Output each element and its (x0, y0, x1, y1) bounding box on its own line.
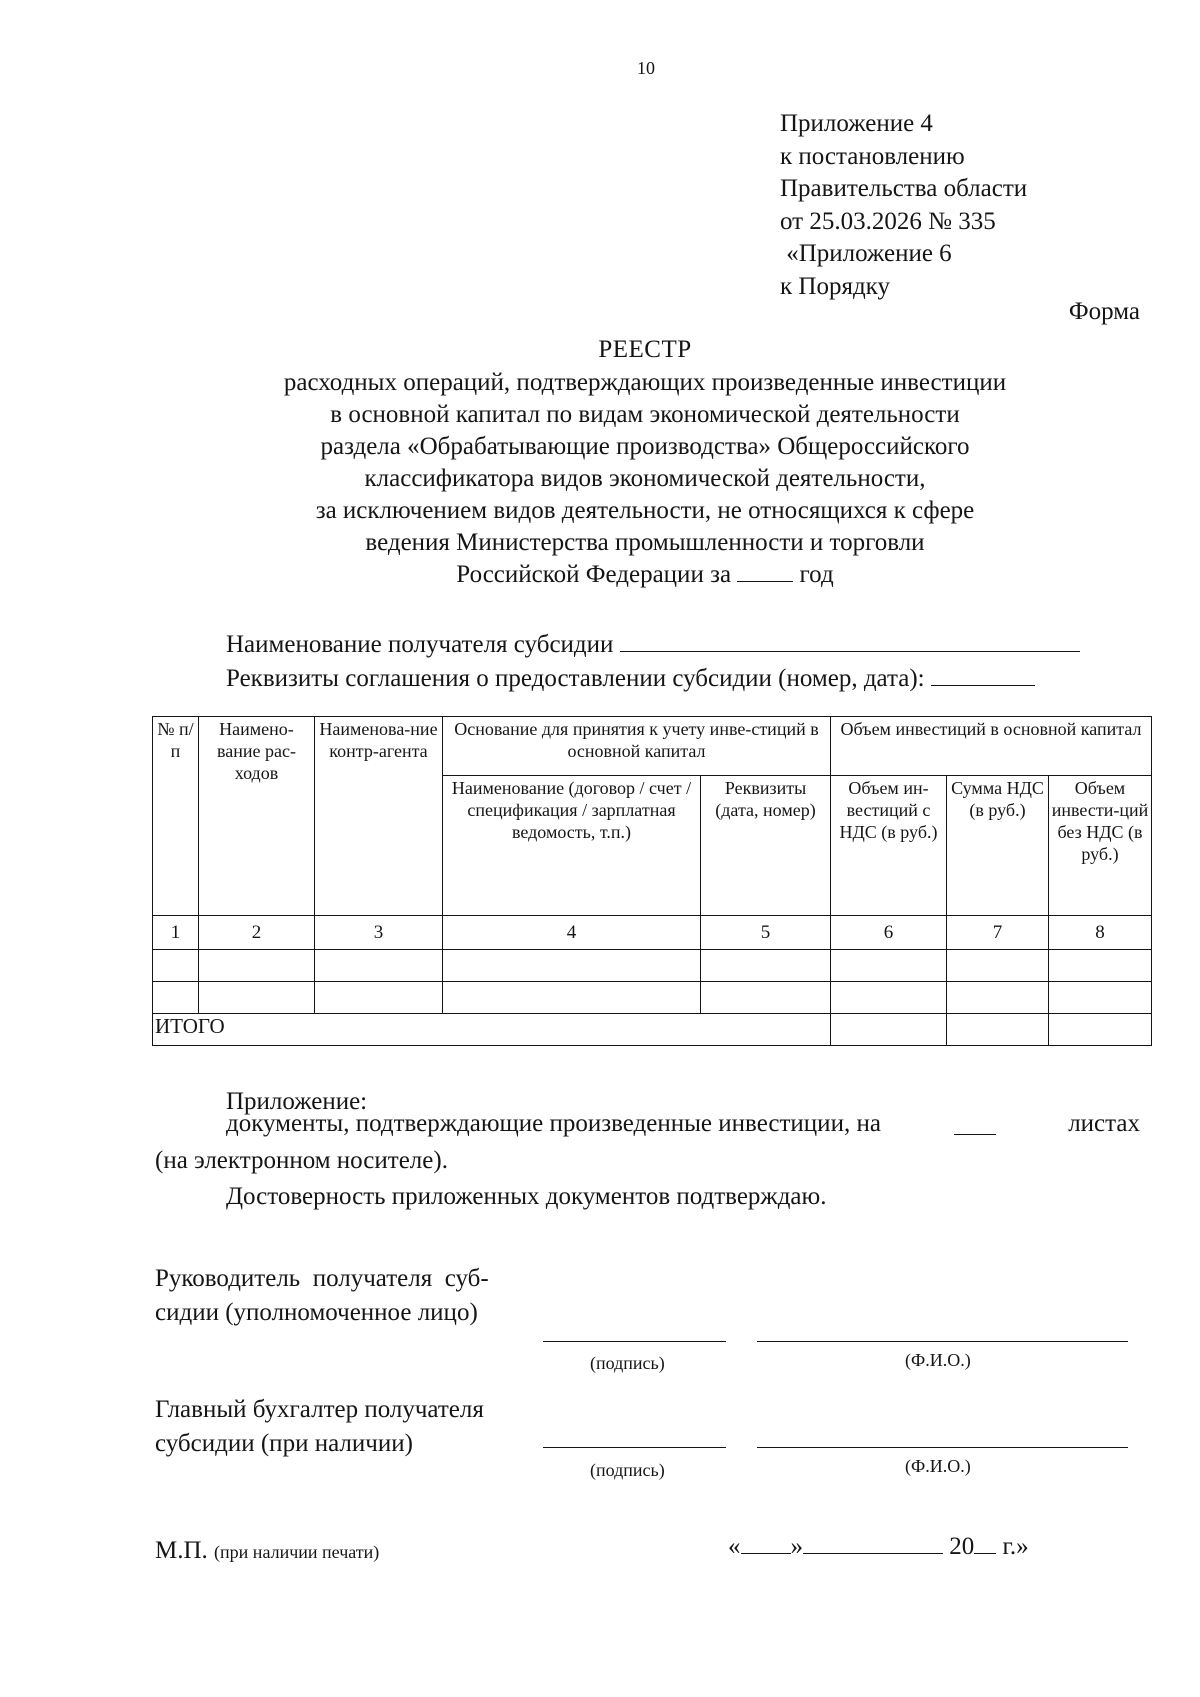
column-number: 8 (1049, 916, 1152, 950)
agreement-row (226, 662, 1080, 696)
year-blank-field[interactable] (737, 559, 793, 582)
agreement-label: Реквизиты соглашения о предоставлении субсидии (номер, дата): (226, 665, 925, 692)
recipient-name-label: Наименование получателя субсидии (226, 631, 614, 658)
head-signature-line[interactable] (543, 1341, 726, 1342)
appendix-line: «Приложение 6 (780, 240, 952, 267)
recipient-block (226, 628, 1080, 696)
table-cell[interactable] (1049, 982, 1152, 1014)
year-prefix: 20 (949, 1533, 975, 1560)
date-open-quote: « (728, 1533, 741, 1560)
month-field[interactable] (803, 1531, 943, 1554)
table-cell[interactable] (443, 950, 701, 982)
accountant-name-line[interactable] (757, 1447, 1128, 1448)
agreement-field[interactable] (931, 663, 1035, 686)
subtitle-line: классификатора видов экономической деятельности, (364, 465, 926, 492)
registry-table (152, 716, 1152, 1046)
column-number: 1 (153, 916, 199, 950)
subtitle-line: расходных операций, подтверждающих произведенные инвестиции (283, 369, 1007, 396)
page-number: 10 (637, 58, 655, 78)
accountant-name-caption: (Ф.И.О.) (905, 1456, 971, 1476)
column-number: 6 (831, 916, 947, 950)
total-with-vat-cell[interactable] (831, 1014, 947, 1046)
table-cell[interactable] (947, 950, 1049, 982)
attachment-line (226, 1110, 1140, 1138)
table-row (153, 950, 1152, 982)
table-cell[interactable] (199, 950, 315, 982)
head-signer-label (155, 1262, 489, 1330)
table-cell[interactable] (443, 982, 701, 1014)
date-line (728, 1531, 1029, 1561)
header-requisites: Реквизиты (дата, номер) (701, 776, 831, 916)
attachment-confirm: Достоверность приложенных документов подтверждаю. (226, 1183, 827, 1210)
total-label: ИТОГО (153, 1014, 831, 1046)
attachment-line-prefix: документы, подтверждающие произведенные инвестиции, на (226, 1110, 881, 1137)
header-without-vat: Объем инвести-ций без НДС (в руб.) (1049, 776, 1152, 916)
year-field[interactable] (974, 1531, 996, 1554)
accountant-signer-label (155, 1393, 484, 1461)
header-volume-group: Объем инвестиций в основной капитал (831, 717, 1152, 776)
appendix-line: Правительства области (780, 175, 1028, 202)
subtitle-line: раздела «Обрабатывающие производства» Общероссийского (320, 433, 970, 460)
document-title: РЕЕСТР (598, 336, 692, 363)
subtitle-line: ведения Министерства промышленности и торговли (365, 529, 925, 556)
table-cell[interactable] (315, 950, 443, 982)
form-label: Форма (1068, 298, 1140, 325)
accountant-signature-line[interactable] (543, 1447, 726, 1448)
accountant-signer-line: Главный бухгалтер получателя (155, 1396, 484, 1423)
sheets-count-field[interactable] (954, 1110, 996, 1135)
header-doc-name: Наименование (договор / счет / спецификация / зарплатная ведомость, т.п.) (443, 776, 701, 916)
table-cell[interactable] (701, 950, 831, 982)
stamp-note: (при наличии печати) (214, 1542, 380, 1562)
accountant-signature-caption: (подпись) (590, 1460, 665, 1480)
column-number: 3 (315, 916, 443, 950)
head-name-caption: (Ф.И.О.) (905, 1350, 971, 1370)
day-field[interactable] (741, 1531, 791, 1554)
head-signer-line: Руководитель получателя суб- (155, 1265, 489, 1292)
attachment-line-suffix: листах (1068, 1110, 1140, 1137)
subtitle-line: за исключением видов деятельности, не относящихся к сфере (315, 497, 975, 524)
recipient-name-field[interactable] (620, 629, 1080, 652)
table-cell[interactable] (831, 982, 947, 1014)
recipient-name-row (226, 628, 1080, 662)
table-numbering-row (153, 916, 1152, 950)
appendix-line: от 25.03.2026 № 335 (780, 207, 996, 235)
attachment-title: Приложение: (226, 1088, 368, 1115)
document-subtitle (0, 367, 1200, 591)
appendix-header (780, 108, 1027, 303)
table-cell[interactable] (701, 982, 831, 1014)
table-cell[interactable] (947, 982, 1049, 1014)
stamp-abbrev: М.П. (155, 1537, 208, 1564)
table-cell[interactable] (1049, 950, 1152, 982)
accountant-signer-line: субсидии (при наличии) (155, 1430, 413, 1457)
column-number: 7 (947, 916, 1049, 950)
table-total-row (153, 1014, 1152, 1046)
year-suffix: г.» (1002, 1533, 1029, 1560)
column-number: 4 (443, 916, 701, 950)
table-cell[interactable] (831, 950, 947, 982)
header-num: № п/п (153, 717, 199, 916)
table-cell[interactable] (315, 982, 443, 1014)
header-vat: Сумма НДС (в руб.) (947, 776, 1049, 916)
header-counterparty: Наименова-ние контр-агента (315, 717, 443, 916)
header-expense: Наимено-вание рас-ходов (199, 717, 315, 916)
subtitle-line: в основной капитал по видам экономической деятельности (330, 401, 960, 428)
column-number: 2 (199, 916, 315, 950)
table-cell[interactable] (153, 982, 199, 1014)
subtitle-year-prefix: Российской Федерации за (456, 561, 732, 588)
column-number: 5 (701, 916, 831, 950)
subtitle-year-suffix: год (799, 561, 834, 588)
total-without-vat-cell[interactable] (1049, 1014, 1152, 1046)
table-cell[interactable] (199, 982, 315, 1014)
subtitle-year-line (0, 559, 1200, 591)
header-with-vat: Объем ин-вестиций с НДС (в руб.) (831, 776, 947, 916)
total-vat-cell[interactable] (947, 1014, 1049, 1046)
appendix-line: к постановлению (780, 142, 965, 170)
head-signer-line: сидии (уполномоченное лицо) (155, 1299, 478, 1326)
table-header-row (153, 717, 1152, 776)
table-cell[interactable] (153, 950, 199, 982)
attachment-medium: (на электронном носителе). (155, 1147, 448, 1174)
head-signature-caption: (подпись) (590, 1353, 665, 1373)
date-close-quote: » (790, 1533, 803, 1560)
appendix-line: Приложение 4 (780, 110, 933, 137)
table-row (153, 982, 1152, 1014)
stamp-label (155, 1537, 379, 1565)
appendix-line: к Порядку (780, 272, 890, 300)
head-name-line[interactable] (757, 1341, 1128, 1342)
header-basis-group: Основание для принятия к учету инве-стиций в основной капитал (443, 717, 831, 776)
